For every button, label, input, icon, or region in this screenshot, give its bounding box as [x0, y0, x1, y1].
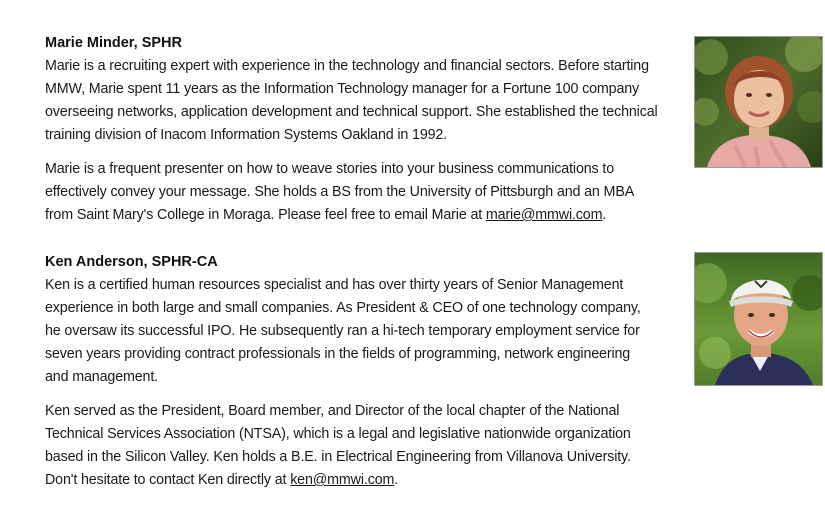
photo-ken-anderson	[694, 252, 823, 386]
bio-paragraph	[45, 158, 685, 227]
bio-text: Don't hesitate to contact Ken directly at	[45, 472, 291, 488]
bio-text-line: effectively convey your message. She holds a BS from the University of Pittsburgh and an MBA	[45, 184, 635, 200]
photo-marie-minder	[694, 36, 823, 168]
bio-text-line: and management.	[45, 369, 158, 385]
bio-ken-anderson	[45, 252, 685, 492]
bio-text-line: Ken served as the President, Board member, and Director of the local chapter of the National	[45, 403, 620, 419]
bio-text: .	[394, 472, 399, 488]
bio-text-line: Marie is a frequent presenter on how to weave stories into your business communications to	[45, 161, 614, 177]
bio-text-line-with-email	[45, 469, 685, 492]
bio-paragraph	[45, 55, 685, 147]
bio-name-heading: Ken Anderson, SPHR-CA	[45, 254, 218, 270]
bio-text-line: he oversaw its successful IPO. He subsequently ran a hi-tech temporary employment service for	[45, 323, 640, 339]
email-link-marie[interactable]: marie@mmwi.com	[485, 207, 603, 223]
bio-text-line: Marie is a recruiting expert with experience in the technology and financial sectors. Before starting	[45, 58, 649, 74]
bio-marie-minder	[45, 33, 685, 227]
email-link-ken[interactable]: ken@mmwi.com	[290, 472, 395, 488]
bio-text: .	[602, 207, 607, 223]
bio-text-line-with-email	[45, 204, 685, 227]
bio-paragraph	[45, 274, 685, 389]
bio-text-line: training division of Inacom Information Systems Oakland in 1992.	[45, 127, 448, 143]
bio-paragraph	[45, 400, 685, 492]
bio-text-line: experience in both large and small companies. As President & CEO of one technology company,	[45, 300, 641, 316]
bio-text-line: seven years providing contract professionals in the fields of programming, network engineering	[45, 346, 631, 362]
bio-text-line: MMW, Marie spent 11 years as the Information Technology manager for a Fortune 100 company	[45, 81, 640, 97]
bio-text-line: based in the Silicon Valley. Ken holds a B.E. in Electrical Engineering from Villanova University.	[45, 449, 631, 465]
bio-name-heading: Marie Minder, SPHR	[45, 35, 182, 51]
bio-text-line: Ken is a certified human resources specialist and has over thirty years of Senior Management	[45, 277, 624, 293]
bio-text-line: Technical Services Association (NTSA), which is a legal and legislative nationwide organization	[45, 426, 631, 442]
bio-text-line: overseeing networks, application development and technical support. She established the technical	[45, 104, 658, 120]
bio-text: from Saint Mary's College in Moraga. Please feel free to email Marie at	[45, 207, 486, 223]
